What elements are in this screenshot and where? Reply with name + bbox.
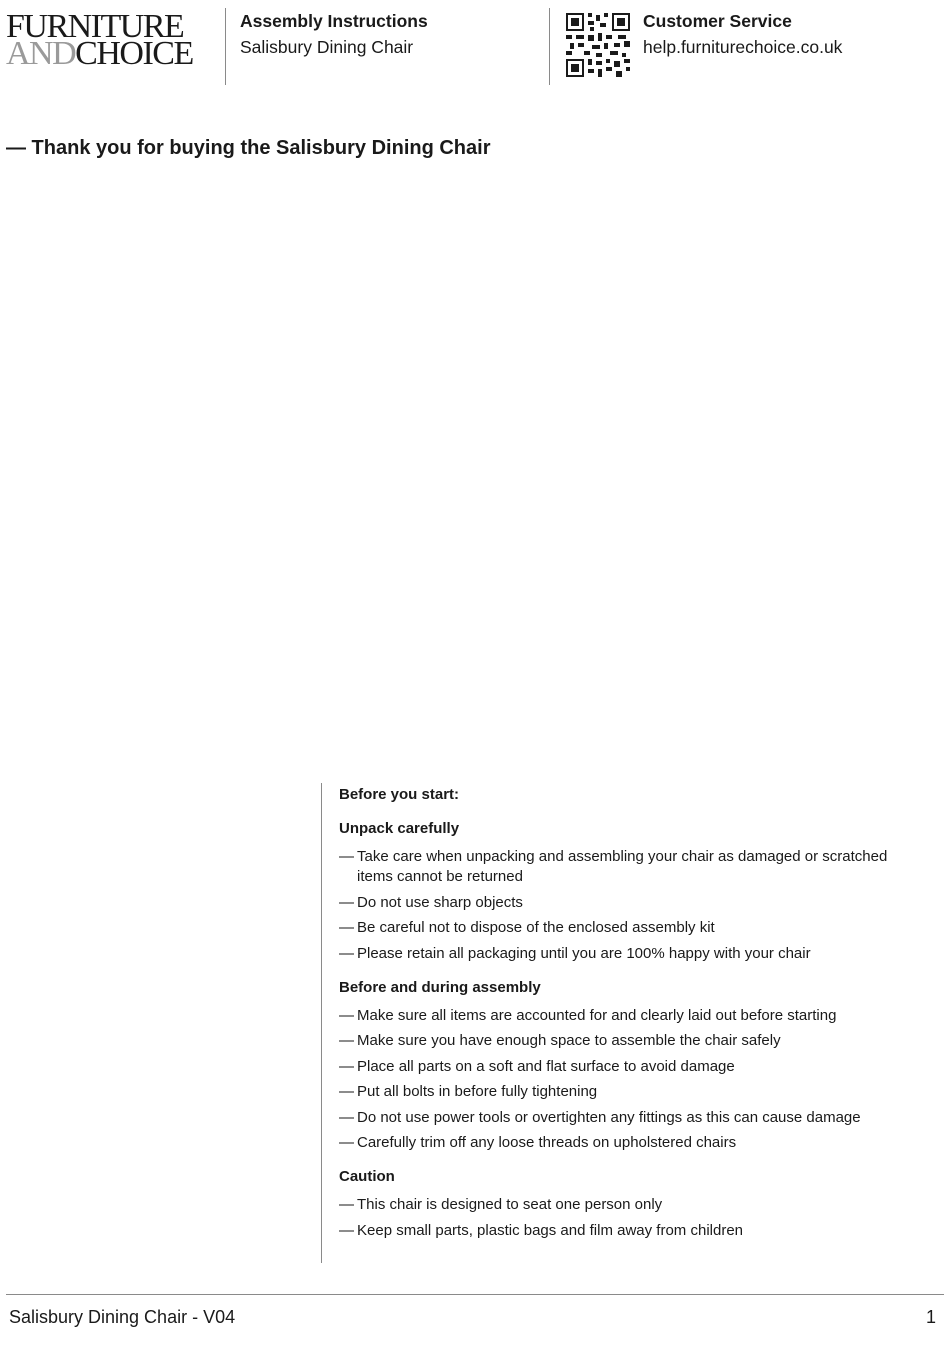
- list-item: — Place all parts on a soft and flat surface to avoid damage: [339, 1057, 919, 1077]
- footer-divider: [6, 1294, 944, 1295]
- logo-line-furniture: FURNITURE: [6, 8, 184, 45]
- list-item: — Make sure you have enough space to assemble the chair safely: [339, 1031, 919, 1051]
- section-title-assembly: Before and during assembly: [339, 978, 541, 996]
- thank-you-heading: — Thank you for buying the Salisbury Dining Chair: [6, 137, 491, 159]
- brand-logo: [6, 8, 206, 72]
- list-item: — Carefully trim off any loose threads on upholstered chairs: [339, 1133, 919, 1153]
- header-divider-right: [549, 8, 550, 85]
- customer-service-block: [643, 10, 842, 60]
- list-item: — Do not use power tools or overtighten any fittings as this can cause damage: [339, 1108, 919, 1128]
- qr-code-icon: [566, 13, 630, 77]
- product-name: Salisbury Dining Chair: [240, 37, 414, 57]
- list-item: — Please retain all packaging until you are 100% happy with your chair: [339, 944, 919, 964]
- before-you-start-panel: [321, 783, 922, 1263]
- list-item: — This chair is designed to seat one person only: [339, 1195, 919, 1215]
- footer-doc-reference: Salisbury Dining Chair - V04: [9, 1307, 236, 1327]
- logo-and: AND: [6, 35, 76, 72]
- list-assembly: [339, 1006, 919, 1154]
- panel-heading: Before you start:: [339, 786, 460, 803]
- list-item: — Take care when unpacking and assembling your chair as damaged or scratched items cannot be returned: [339, 847, 919, 887]
- list-item: — Do not use sharp objects: [339, 893, 919, 913]
- customer-service-link[interactable]: help.furniturechoice.co.uk: [643, 37, 843, 57]
- logo-choice: CHOICE: [75, 35, 193, 72]
- logo-line-and-choice: [6, 35, 206, 72]
- section-title-caution: Caution: [339, 1168, 395, 1185]
- section-title-unpack: Unpack carefully: [339, 820, 460, 837]
- list-item: — Put all bolts in before fully tightening: [339, 1082, 919, 1102]
- doc-title: Assembly Instructions: [240, 11, 428, 31]
- list-item: — Keep small parts, plastic bags and film away from children: [339, 1221, 919, 1241]
- doc-title-block: [240, 10, 428, 60]
- customer-service-title: Customer Service: [643, 11, 792, 31]
- list-unpack: [339, 847, 919, 964]
- list-item: — Make sure all items are accounted for and clearly laid out before starting: [339, 1006, 919, 1026]
- list-item: — Be careful not to dispose of the enclosed assembly kit: [339, 918, 919, 938]
- page-number: 1: [925, 1307, 936, 1327]
- header-divider-left: [225, 8, 226, 85]
- list-caution: [339, 1195, 919, 1241]
